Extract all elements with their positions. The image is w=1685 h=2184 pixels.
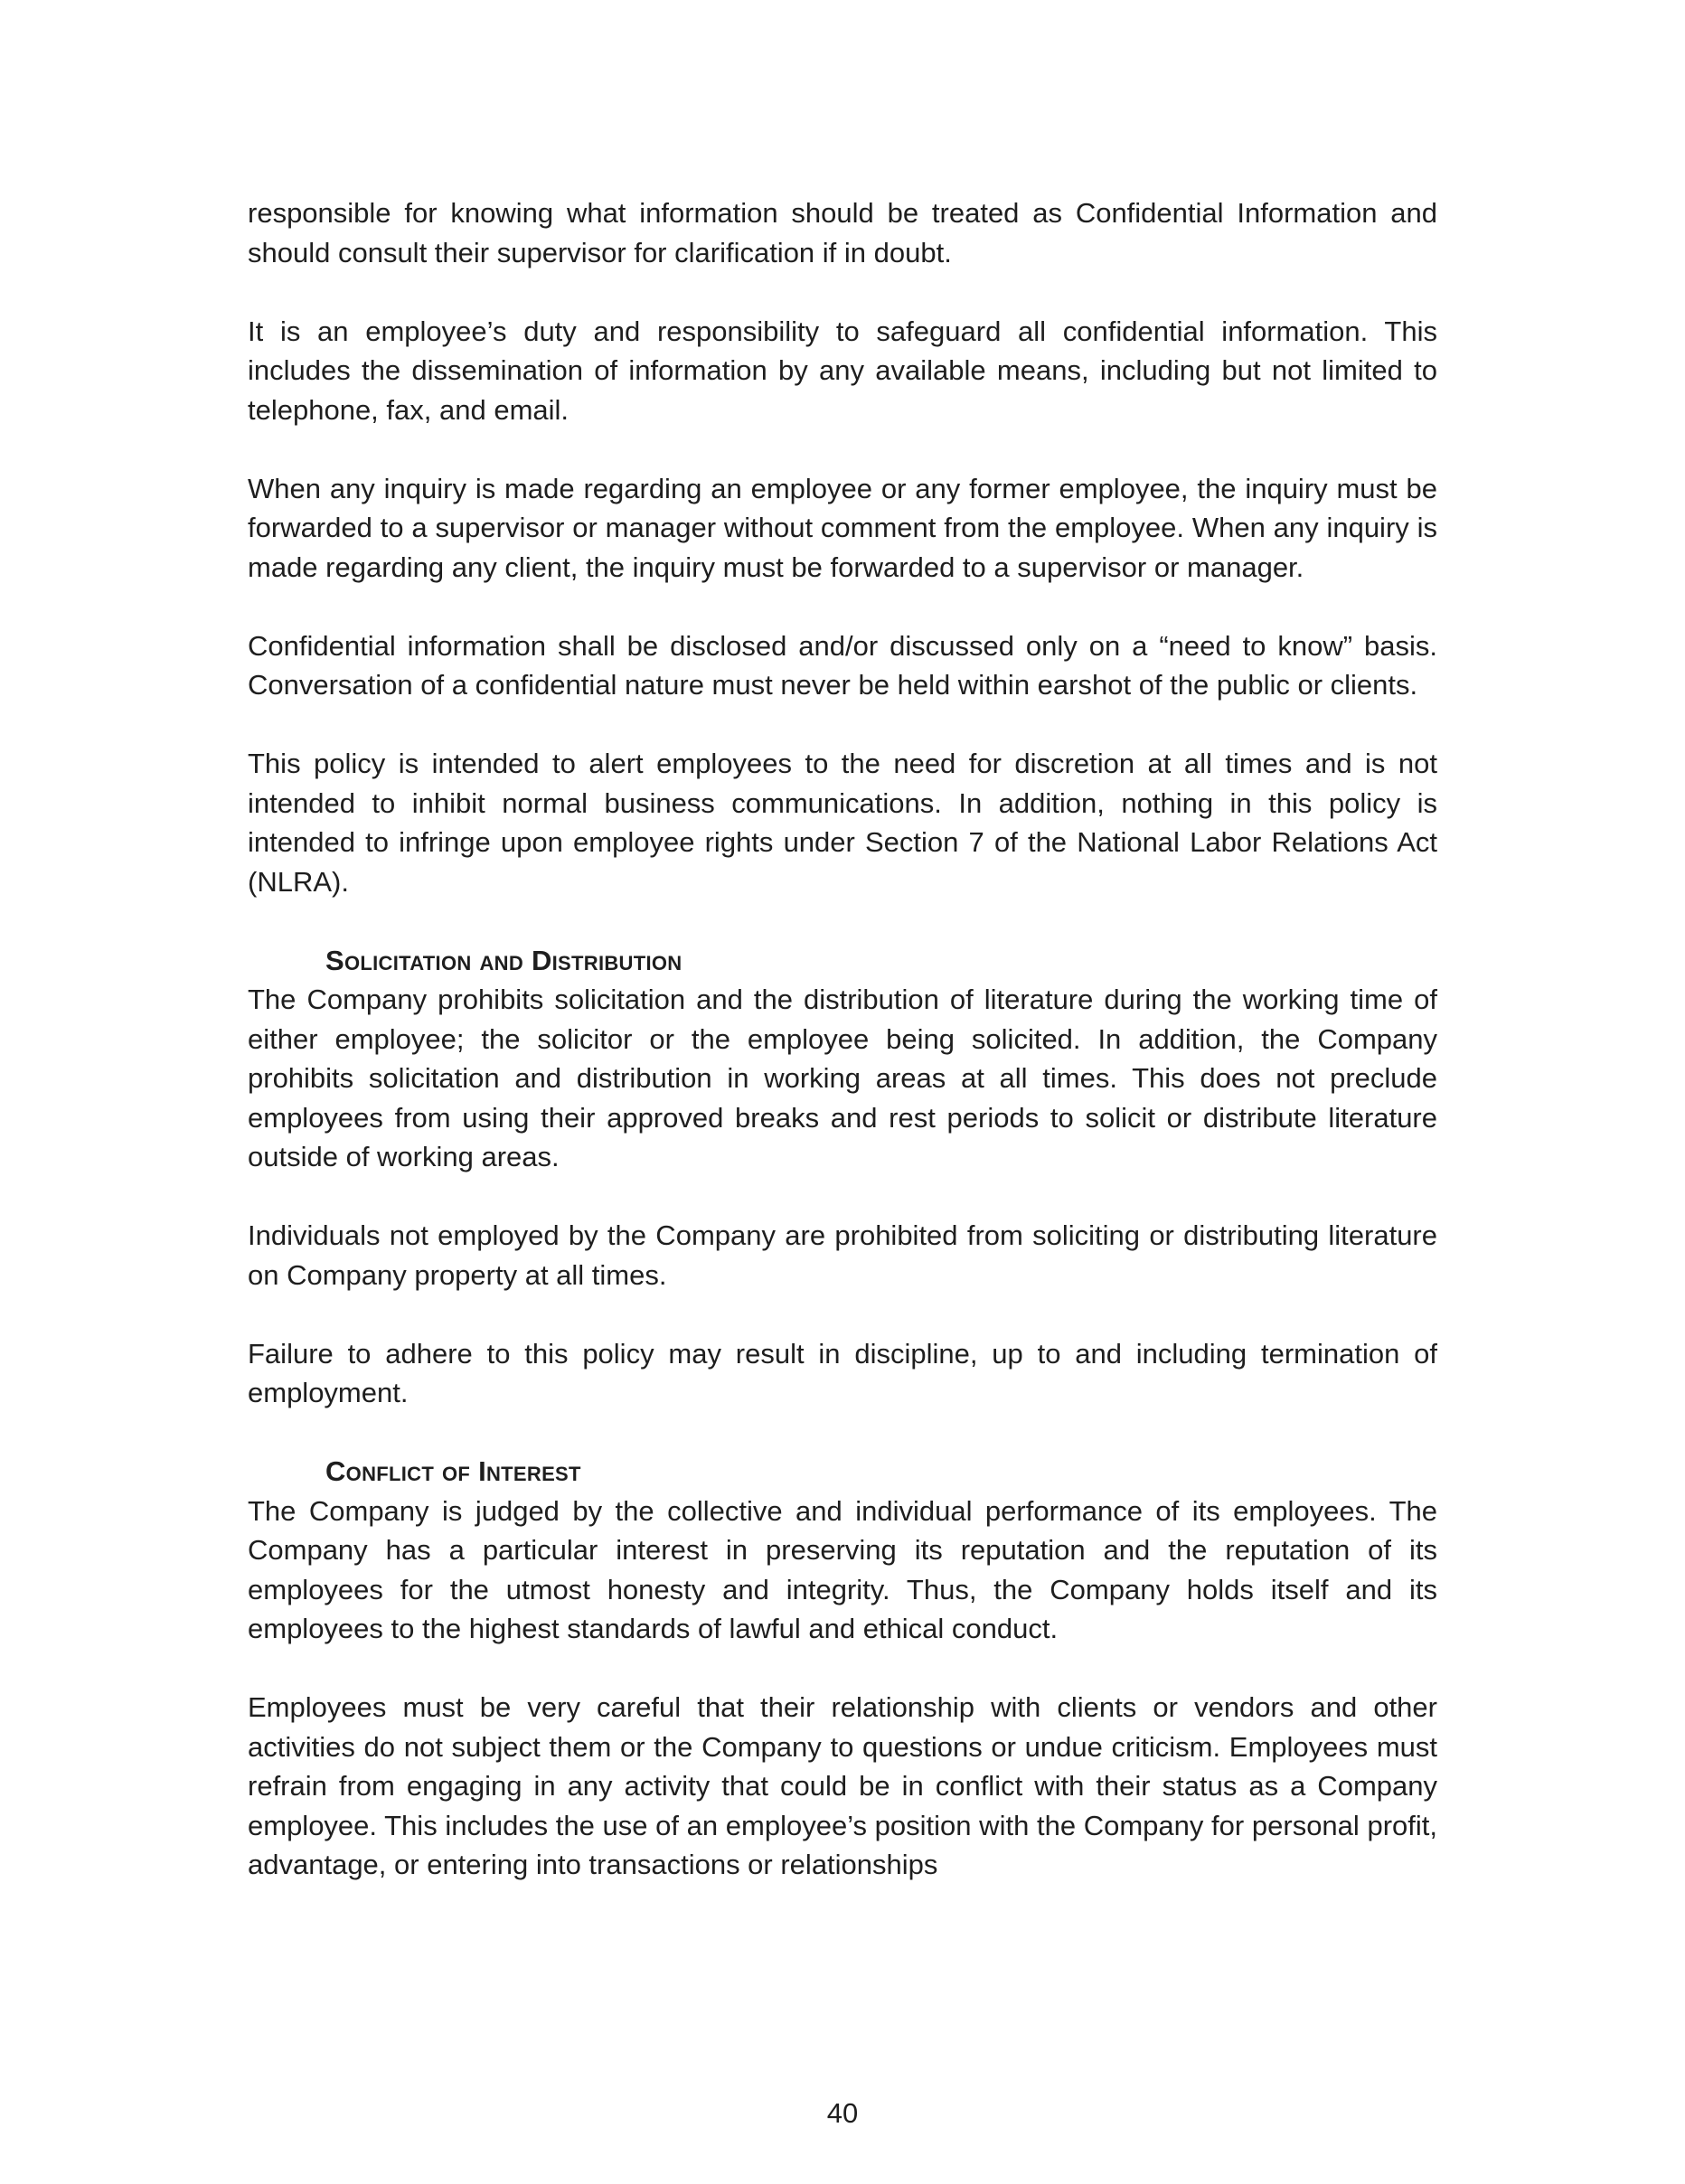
paragraph-confidential-knowledge: responsible for knowing what information should be treated as Confidential Information and should consult their supervisor for clarification if in doubt. [248, 197, 1437, 268]
paragraph-company-reputation: The Company is judged by the collective and individual performance of its employees. The Company has a particular interest in preserving its reputation and the reputation of its employees for the utmost honesty and integrity. Thus, the Company holds itself and its employees to the highest standards of lawful and ethical conduct. [248, 1494, 1437, 1644]
section-heading-solicitation: Solicitation and Distribution [325, 944, 682, 976]
paragraph-need-to-know: Confidential information shall be disclosed and/or discussed only on a “need to know” basis. Conversation of a confidential nature must never be held within earshot of the public or clients. [248, 629, 1437, 701]
paragraph-employee-conduct: Employees must be very careful that their relationship with clients or vendors and other activities do not subject them or the Company to questions or undue criticism. Employees must refrain from engaging in any activity that could be in conflict with their status as a Company employee. This includes the use of an employee’s position with the Company for personal profit, advantage, or entering into transactions or relationships [248, 1691, 1437, 1880]
paragraph-safeguard-duty: It is an employee’s duty and responsibility to safeguard all confidential information. This includes the dissemination of information by any available means, including but not limited to telephone, fax, and email. [248, 315, 1437, 426]
paragraph-solicitation-discipline: Failure to adhere to this policy may result in discipline, up to and including termination of employment. [248, 1337, 1437, 1408]
paragraph-nlra-rights: This policy is intended to alert employees to the need for discretion at all times and is not intended to inhibit normal business communications. In addition, nothing in this policy is intended to infringe upon employee rights under Section 7 of the National Labor Relations Act (NLRA). [248, 748, 1437, 898]
page-body [248, 193, 1437, 1885]
paragraph-solicitation-rules: The Company prohibits solicitation and the distribution of literature during the working time of either employee; the solicitor or the employee being solicited. In addition, the Company prohibits solicitation and distribution in working areas at all times. This does not preclude employees from using their approved breaks and rest periods to solicit or distribute literature outside of working areas. [248, 984, 1437, 1172]
section-heading-conflict-of-interest: Conflict of Interest [325, 1455, 581, 1487]
page-number: 40 [826, 2097, 859, 2129]
paragraph-inquiry-handling: When any inquiry is made regarding an employee or any former employee, the inquiry must be forwarded to a supervisor or manager without comment from the employee. When any inquiry is made regarding any client, the inquiry must be forwarded to a supervisor or manager. [248, 472, 1437, 583]
paragraph-non-employee-solicitation: Individuals not employed by the Company are prohibited from soliciting or distributing literature on Company property at all times. [248, 1219, 1437, 1291]
